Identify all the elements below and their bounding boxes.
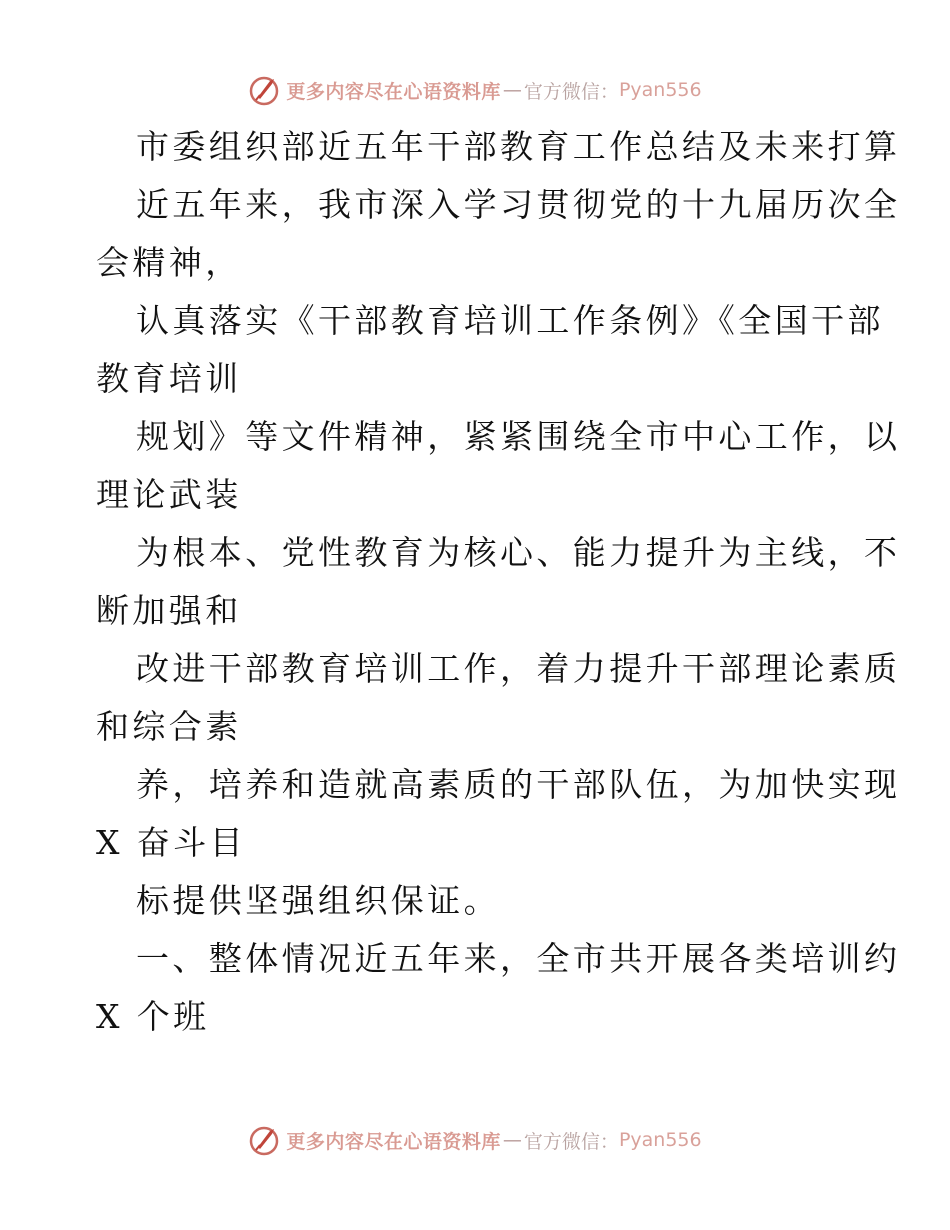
- watermark-brand: 更多内容尽在心语资料库: [286, 1130, 501, 1153]
- watermark-contact-id: Pyan556: [618, 1129, 702, 1151]
- text-line: 断加强和: [96, 591, 242, 630]
- watermark-contact-id: Pyan556: [618, 79, 702, 101]
- text-line: X 个班: [96, 997, 210, 1036]
- text-line: 规划》等文件精神，紧紧围绕全市中心工作，以: [136, 417, 901, 456]
- text-line: 改进干部教育培训工作，着力提升干部理论素质: [136, 649, 901, 688]
- watermark-contact-label: 官方微信：: [523, 80, 619, 103]
- text-line: 标提供坚强组织保证。: [136, 881, 500, 920]
- text-line: 一、整体情况近五年来，全市共开展各类培训约: [136, 939, 901, 978]
- watermark-separator: —: [502, 1129, 522, 1151]
- text-line: 市委组织部近五年干部教育工作总结及未来打算: [136, 127, 901, 166]
- footer-watermark: [0, 1120, 950, 1160]
- text-line: X 奋斗目: [96, 823, 246, 862]
- document-body: [96, 118, 901, 1046]
- watermark-contact-label: 官方微信：: [523, 1130, 619, 1153]
- text-line: 近五年来，我市深入学习贯彻党的十九届历次全: [136, 185, 901, 224]
- text-line: 认真落实《干部教育培训工作条例》《全国干部: [136, 301, 884, 340]
- watermark-brand: 更多内容尽在心语资料库: [286, 80, 501, 103]
- quill-pen-logo-icon: [248, 1123, 282, 1157]
- watermark-separator: —: [502, 79, 522, 101]
- header-watermark: [0, 70, 950, 110]
- text-line: 养，培养和造就高素质的干部队伍，为加快实现: [136, 765, 901, 804]
- text-line: 为根本、党性教育为核心、能力提升为主线，不: [136, 533, 901, 572]
- text-line: 会精神，: [96, 243, 242, 282]
- quill-pen-logo-icon: [248, 73, 282, 107]
- text-line: 理论武装: [96, 475, 242, 514]
- text-line: 教育培训: [96, 359, 242, 398]
- text-line: 和综合素: [96, 707, 242, 746]
